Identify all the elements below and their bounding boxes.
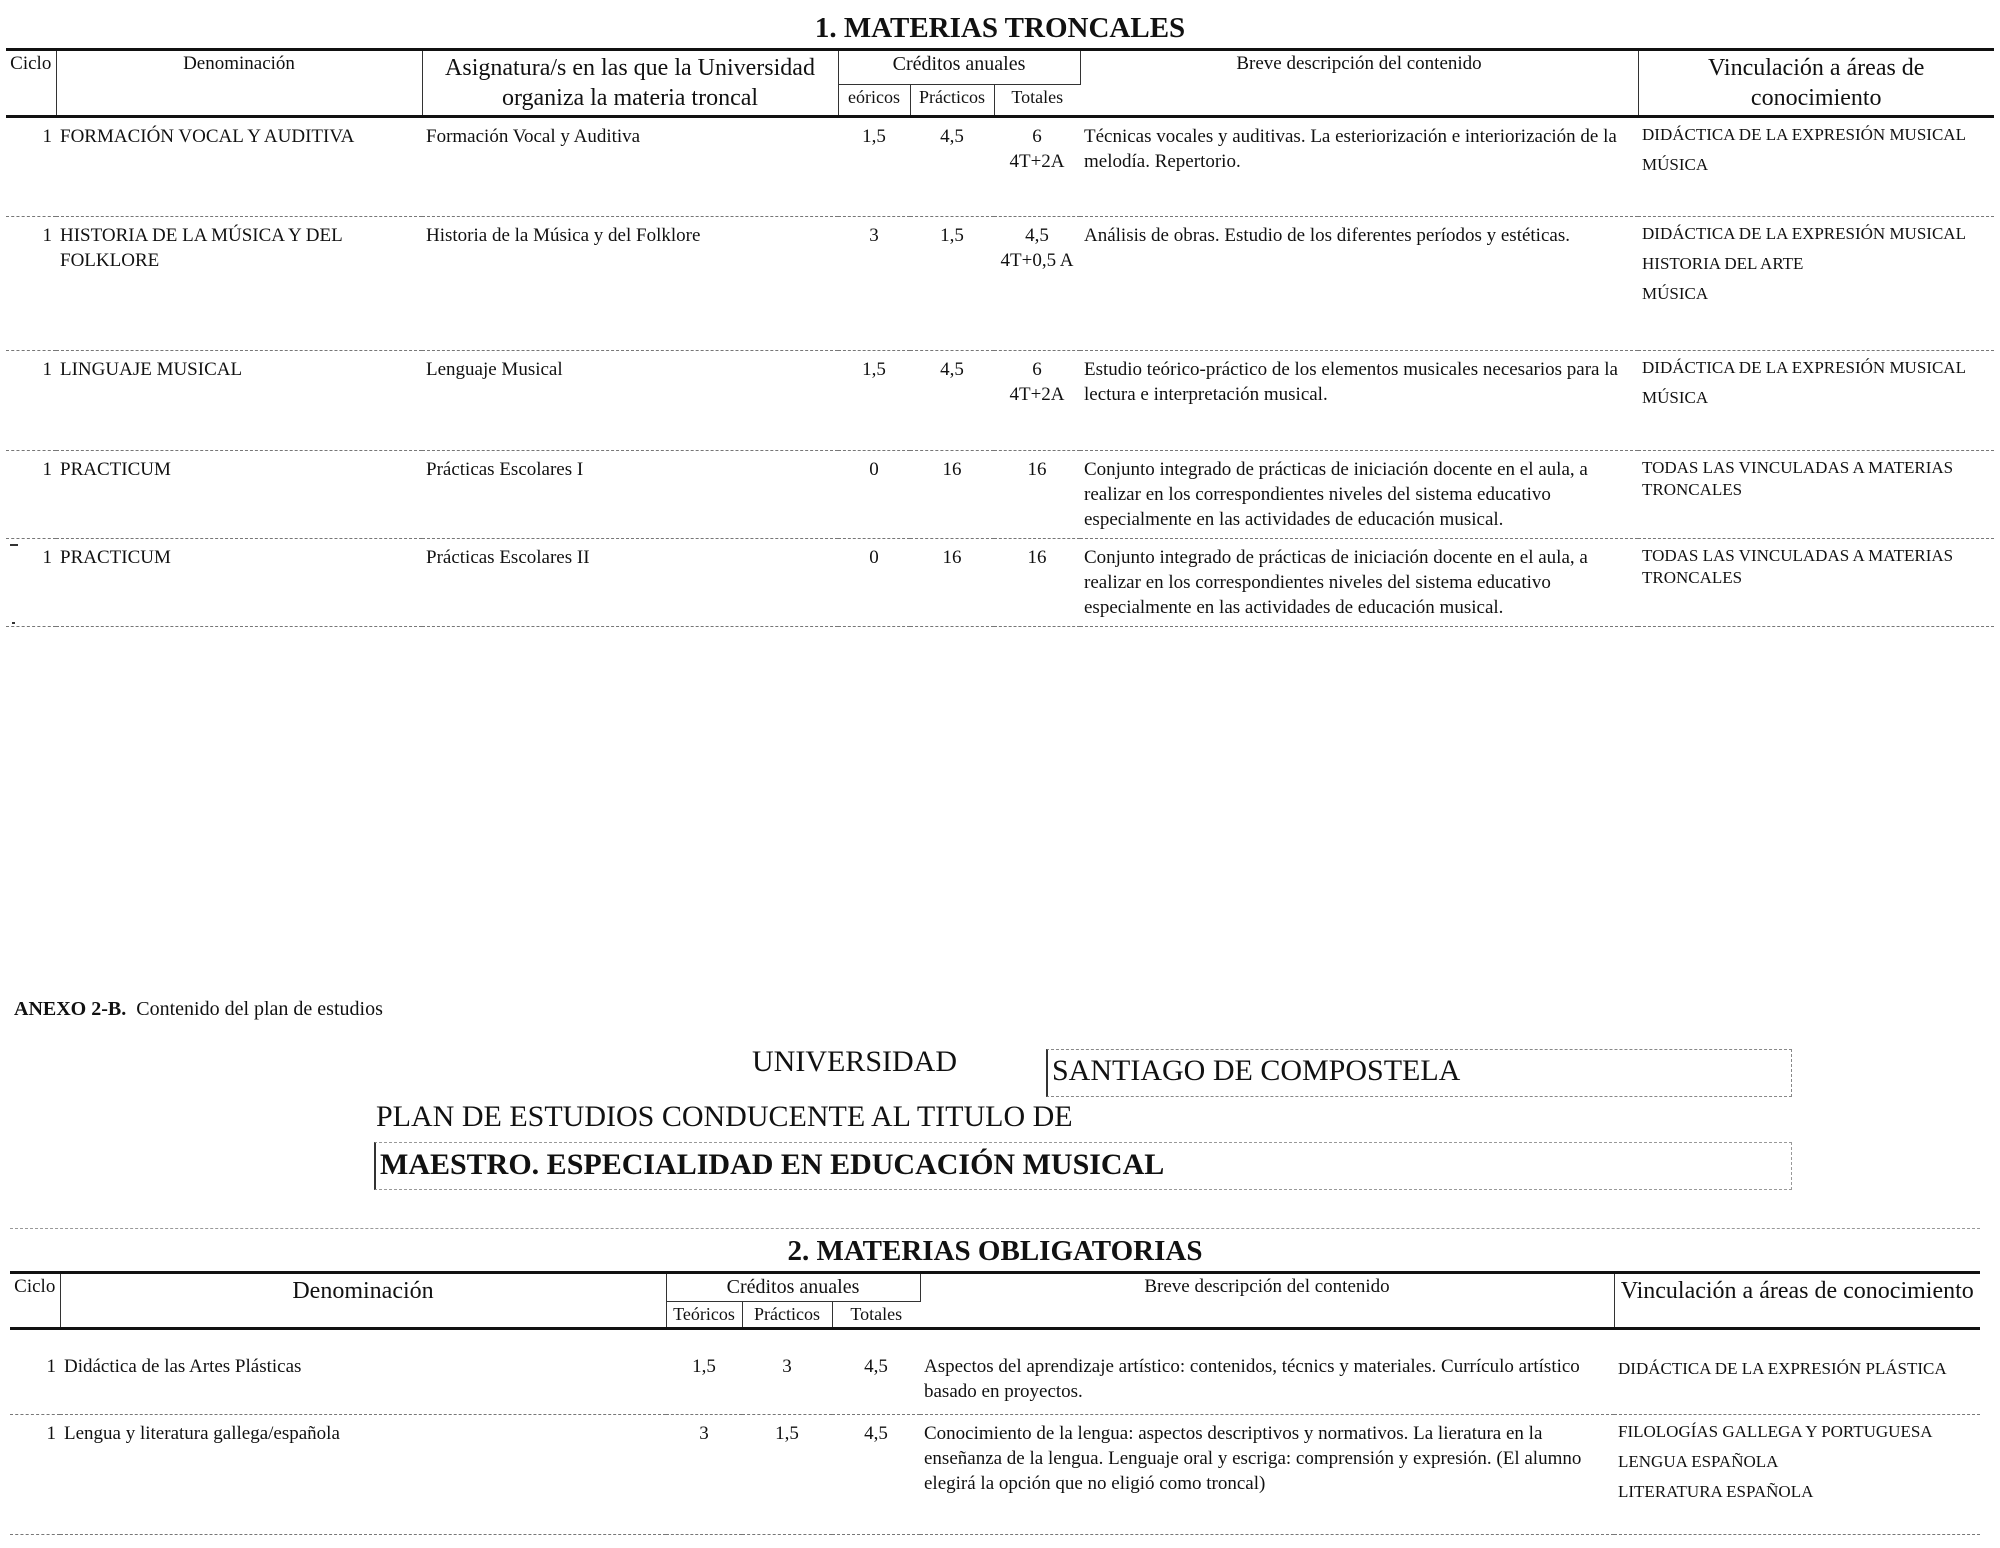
header-asignatura: Asignatura/s en las que la Universidad organiza la materia troncal bbox=[422, 51, 838, 117]
row-totales bbox=[994, 217, 1080, 351]
row-descripcion: Conjunto integrado de prácticas de iniciación docente en el aula, a realizar en los correspondientes niveles del sistema educativo especialmente en las actividades de educación musical. bbox=[1084, 547, 1588, 618]
row-practicos: 4,5 bbox=[940, 359, 964, 380]
row-denominacion: Didáctica de las Artes Plásticas bbox=[64, 1356, 302, 1377]
area-item: TODAS LAS VINCULADAS A MATERIAS TRONCALES bbox=[1642, 546, 1954, 587]
header-descripcion: Breve descripción del contenido bbox=[1080, 51, 1638, 117]
scan-speck bbox=[12, 622, 15, 624]
row-ciclo: 1 bbox=[42, 547, 52, 568]
row-descripcion: Conjunto integrado de prácticas de iniciación docente en el aula, a realizar en los correspondientes niveles del sistema educativo especialmente en las actividades de educación musical. bbox=[1084, 459, 1588, 530]
area-item: FILOLOGÍAS GALLEGA Y PORTUGUESA bbox=[1618, 1422, 1933, 1441]
totales-value: 4,5 bbox=[1025, 225, 1049, 246]
row-totales: 4,5 bbox=[864, 1356, 888, 1377]
row-ciclo: 1 bbox=[42, 225, 52, 246]
row-totales: 4,5 bbox=[864, 1423, 888, 1444]
obligatorias-table bbox=[10, 1274, 1980, 1535]
row-practicos: 4,5 bbox=[940, 126, 964, 147]
anexo-text: Contenido del plan de estudios bbox=[136, 998, 383, 1020]
row-teoricos: 3 bbox=[869, 225, 879, 246]
area-item: MÚSICA bbox=[1642, 155, 1709, 174]
area-item: HISTORIA DEL ARTE bbox=[1642, 254, 1804, 273]
header-totales: Totales bbox=[832, 1302, 920, 1329]
totales-value: 6 bbox=[1032, 126, 1042, 147]
row-areas bbox=[1614, 1329, 1980, 1415]
row-asignatura: Prácticas Escolares I bbox=[426, 459, 584, 480]
table-row bbox=[6, 217, 1994, 351]
row-asignatura: Lenguaje Musical bbox=[426, 359, 563, 380]
scan-speck bbox=[10, 544, 18, 546]
area-item: DIDÁCTICA DE LA EXPRESIÓN MUSICAL bbox=[1642, 224, 1966, 243]
row-teoricos: 1,5 bbox=[692, 1356, 716, 1377]
area-item: MÚSICA bbox=[1642, 284, 1709, 303]
row-ciclo: 1 bbox=[42, 459, 52, 480]
table-row bbox=[10, 1329, 1980, 1415]
header-creditos: Créditos anuales bbox=[666, 1274, 920, 1302]
totales-extra: 4T+2A bbox=[1009, 384, 1065, 405]
row-descripcion: Conocimiento de la lengua: aspectos descriptivos y normativos. La lieratura en la enseñanza de la lengua. Lenguaje oral y escriga: comprensión y expresión. (El alumno elegirá la opción que no eligió como troncal) bbox=[924, 1423, 1582, 1494]
row-denominacion: PRACTICUM bbox=[60, 547, 171, 568]
area-item: DIDÁCTICA DE LA EXPRESIÓN PLÁSTICA bbox=[1618, 1359, 1947, 1378]
anexo-label: ANEXO 2-B. bbox=[14, 998, 127, 1020]
area-item: MÚSICA bbox=[1642, 388, 1709, 407]
header-practicos: Prácticos bbox=[742, 1302, 832, 1329]
row-areas bbox=[1638, 451, 1994, 539]
row-ciclo: 1 bbox=[42, 359, 52, 380]
row-asignatura: Formación Vocal y Auditiva bbox=[426, 126, 641, 147]
header-ciclo: Ciclo bbox=[10, 1274, 60, 1329]
row-practicos: 3 bbox=[782, 1356, 792, 1377]
row-asignatura: Prácticas Escolares II bbox=[426, 547, 590, 568]
table-row bbox=[10, 1415, 1980, 1535]
row-practicos: 16 bbox=[942, 459, 962, 480]
header-teoricos: Teóricos bbox=[666, 1302, 742, 1329]
anexo-line bbox=[14, 998, 383, 1021]
row-totales bbox=[994, 117, 1080, 217]
table-row bbox=[6, 539, 1994, 627]
header-vinculacion: Vinculación a áreas de conocimiento bbox=[1708, 55, 1925, 111]
row-asignatura: Historia de la Música y del Folklore bbox=[426, 225, 701, 246]
plan-label: PLAN DE ESTUDIOS CONDUCENTE AL TITULO DE bbox=[376, 1100, 1073, 1133]
header-descripcion: Breve descripción del contenido bbox=[920, 1274, 1614, 1329]
area-item: TODAS LAS VINCULADAS A MATERIAS TRONCALES bbox=[1642, 458, 1954, 499]
header-practicos: Prácticos bbox=[910, 84, 994, 116]
table-row bbox=[6, 451, 1994, 539]
area-item: LITERATURA ESPAÑOLA bbox=[1618, 1482, 1814, 1501]
area-item: DIDÁCTICA DE LA EXPRESIÓN MUSICAL bbox=[1642, 358, 1966, 377]
area-item: DIDÁCTICA DE LA EXPRESIÓN MUSICAL bbox=[1642, 125, 1966, 144]
row-descripcion: Análisis de obras. Estudio de los diferentes períodos y estéticas. bbox=[1084, 225, 1570, 246]
header-denominacion: Denominación bbox=[60, 1274, 666, 1329]
row-ciclo: 1 bbox=[42, 126, 52, 147]
row-denominacion: FORMACIÓN VOCAL Y AUDITIVA bbox=[60, 126, 355, 147]
troncales-section bbox=[6, 6, 1994, 627]
area-item: LENGUA ESPAÑOLA bbox=[1618, 1452, 1779, 1471]
table-row bbox=[6, 117, 1994, 217]
titulo-box: MAESTRO. ESPECIALIDAD EN EDUCACIÓN MUSICAL bbox=[374, 1142, 1792, 1190]
totales-value: 6 bbox=[1032, 359, 1042, 380]
troncales-table bbox=[6, 51, 1994, 627]
obligatorias-title: 2. MATERIAS OBLIGATORIAS bbox=[10, 1229, 1980, 1274]
row-descripcion: Técnicas vocales y auditivas. La esteriorización e interiorización de la melodía. Repertorio. bbox=[1084, 126, 1617, 172]
row-descripcion: Estudio teórico-práctico de los elementos musicales necesarios para la lectura e interpretación musical. bbox=[1084, 359, 1618, 405]
row-areas bbox=[1638, 539, 1994, 627]
row-areas bbox=[1638, 117, 1994, 217]
row-teoricos: 0 bbox=[869, 547, 879, 568]
row-teoricos: 1,5 bbox=[862, 359, 886, 380]
row-ciclo: 1 bbox=[46, 1356, 56, 1377]
row-denominacion: HISTORIA DE LA MÚSICA Y DEL FOLKLORE bbox=[60, 225, 343, 271]
universidad-box: SANTIAGO DE COMPOSTELA bbox=[1046, 1049, 1792, 1097]
header-denominacion: Denominación bbox=[56, 51, 422, 117]
header-ciclo: Ciclo bbox=[6, 51, 56, 117]
row-practicos: 1,5 bbox=[940, 225, 964, 246]
row-practicos: 1,5 bbox=[775, 1423, 799, 1444]
row-areas bbox=[1638, 351, 1994, 451]
header-creditos: Créditos anuales bbox=[838, 51, 1080, 84]
row-totales: 16 bbox=[1027, 547, 1047, 568]
header-teoricos: eóricos bbox=[838, 84, 910, 116]
row-totales: 16 bbox=[1027, 459, 1047, 480]
header-vinculacion: Vinculación a áreas de conocimiento bbox=[1620, 1278, 1974, 1304]
row-denominacion: LINGUAJE MUSICAL bbox=[60, 359, 243, 380]
row-teoricos: 3 bbox=[699, 1423, 709, 1444]
table-row bbox=[6, 351, 1994, 451]
row-teoricos: 1,5 bbox=[862, 126, 886, 147]
header-totales: Totales bbox=[994, 84, 1080, 116]
row-teoricos: 0 bbox=[869, 459, 879, 480]
row-totales bbox=[994, 351, 1080, 451]
totales-extra: 4T+2A bbox=[1009, 151, 1065, 172]
totales-extra: 4T+0,5 A bbox=[1000, 250, 1074, 271]
obligatorias-section bbox=[10, 1228, 1980, 1535]
row-areas bbox=[1638, 217, 1994, 351]
universidad-label: UNIVERSIDAD bbox=[752, 1045, 957, 1078]
row-practicos: 16 bbox=[942, 547, 962, 568]
row-areas bbox=[1614, 1415, 1980, 1535]
row-descripcion: Aspectos del aprendizaje artístico: contenidos, técnics y materiales. Currículo artístico basado en proyectos. bbox=[924, 1356, 1580, 1402]
row-denominacion: Lengua y literatura gallega/española bbox=[64, 1423, 340, 1444]
row-ciclo: 1 bbox=[46, 1423, 56, 1444]
row-denominacion: PRACTICUM bbox=[60, 459, 171, 480]
troncales-title: 1. MATERIAS TRONCALES bbox=[6, 6, 1994, 51]
